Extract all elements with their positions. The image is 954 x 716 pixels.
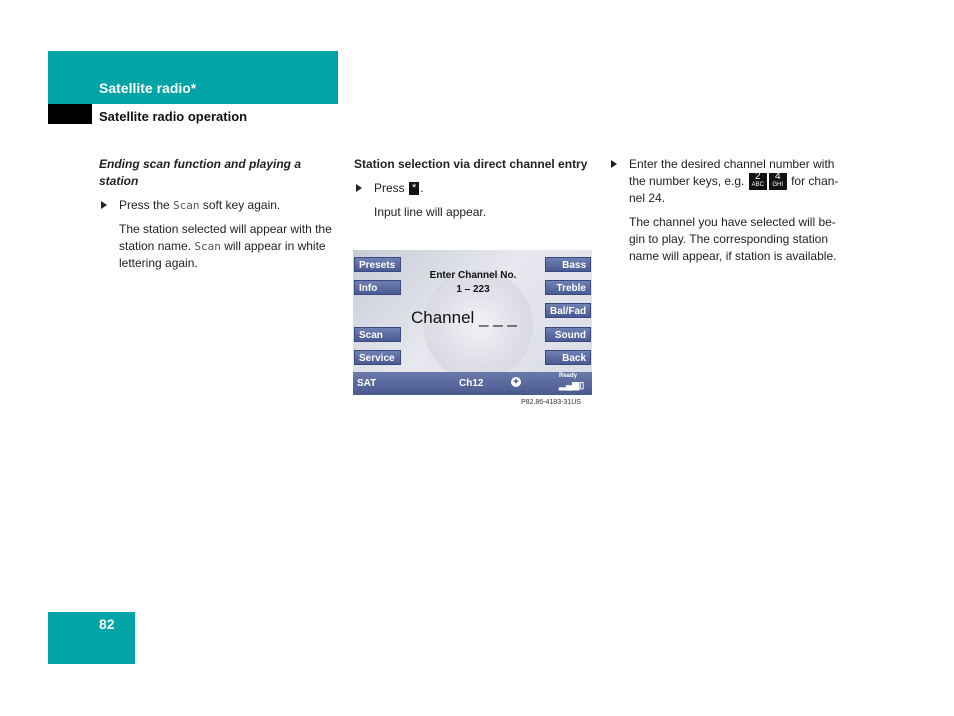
step-text: Press the xyxy=(119,198,174,212)
column-direct-entry xyxy=(354,156,589,221)
header-band xyxy=(48,51,338,104)
softkey-bal-fad[interactable]: Bal/Fad xyxy=(545,303,591,318)
softkey-back[interactable]: Back xyxy=(545,350,591,365)
softkey-scan[interactable]: Scan xyxy=(354,327,401,342)
column-enter-number xyxy=(609,156,849,265)
status-bar xyxy=(353,372,592,395)
scan-softkey-ref: Scan xyxy=(194,240,221,253)
result-text: The channel you have selected will be-gin to play. The corresponding station name will appear, if station is available. xyxy=(629,215,837,264)
step-text: Press xyxy=(374,181,409,195)
bullet-arrow-icon xyxy=(101,201,107,209)
section-title: Satellite radio* xyxy=(99,80,197,96)
bullet-arrow-icon xyxy=(611,160,617,168)
key-letters: GHI xyxy=(772,182,784,189)
result-text xyxy=(99,221,334,272)
subsection-title: Satellite radio operation xyxy=(99,109,248,124)
softkey-info[interactable]: Info xyxy=(354,280,401,295)
step-text: Enter the desired channel number with the number keys, e.g. xyxy=(629,157,835,188)
page-number-box xyxy=(48,612,135,664)
softkey-presets[interactable]: Presets xyxy=(354,257,401,272)
heading-ending-scan: Ending scan function and playing a station xyxy=(99,157,302,188)
step-text: soft key again. xyxy=(199,198,281,212)
radio-display xyxy=(353,250,592,395)
softkey-service[interactable]: Service xyxy=(354,350,401,365)
scan-softkey-ref: Scan xyxy=(173,199,200,212)
star-key-icon: * xyxy=(409,182,419,195)
softkey-sound[interactable]: Sound xyxy=(545,327,591,342)
channel-input-line: Channel _ _ _ xyxy=(411,308,517,327)
step-press-scan xyxy=(99,197,334,214)
channel-prompt: Enter Channel No. xyxy=(429,270,517,281)
column-scan-end xyxy=(99,156,334,272)
current-channel: Ch12 xyxy=(459,378,484,389)
key-number: 2 xyxy=(754,171,761,183)
signal-strength-icon: ▂▄▆▯ xyxy=(559,380,585,390)
channel-range: 1 – 223 xyxy=(456,284,490,295)
key-number: 4 xyxy=(774,171,781,183)
page-number: 82 xyxy=(99,616,115,632)
band-label: SAT xyxy=(357,378,377,389)
ready-label: Ready xyxy=(559,373,578,379)
bullet-arrow-icon xyxy=(356,184,362,192)
result-text: Input line will appear. xyxy=(374,205,487,219)
key-letters: ABC xyxy=(751,182,764,189)
step-text: for chan-nel 24. xyxy=(629,174,839,206)
step-enter-number xyxy=(609,156,849,207)
step-text: . xyxy=(420,181,424,195)
number-key-2-icon xyxy=(749,173,767,190)
number-key-4-icon xyxy=(769,173,787,190)
result-text-part: The station selected will appear with the station name. xyxy=(119,222,332,253)
satellite-status-icon: ✦ xyxy=(512,377,520,386)
softkey-treble[interactable]: Treble xyxy=(545,280,591,295)
figure-caption: P82.86-4183-31US xyxy=(521,399,581,406)
softkey-bass[interactable]: Bass xyxy=(545,257,591,272)
result-text-part: will appear in white lettering again. xyxy=(119,239,326,270)
section-marker xyxy=(48,104,92,124)
heading-direct-entry: Station selection via direct channel entry xyxy=(354,157,588,171)
step-press-star xyxy=(354,180,589,197)
